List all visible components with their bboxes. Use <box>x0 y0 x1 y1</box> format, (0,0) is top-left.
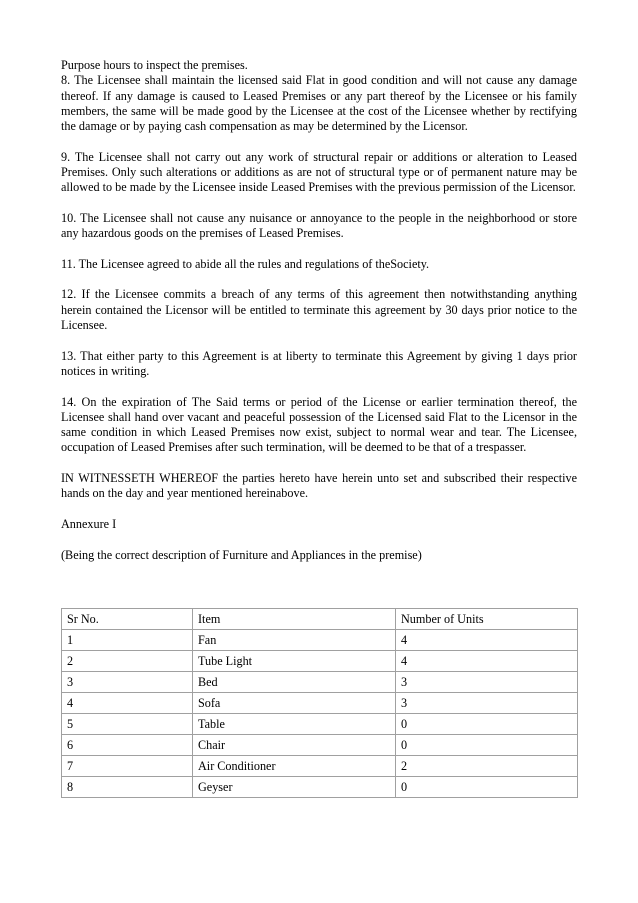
cell-item: Tube Light <box>193 651 396 672</box>
annexure-title: Annexure I <box>61 516 117 531</box>
cell-units: 3 <box>396 693 578 714</box>
table-row <box>62 714 578 735</box>
cell-item: Table <box>193 714 396 735</box>
furniture-table <box>61 608 578 798</box>
witness-clause: IN WITNESSETH WHEREOF the parties hereto have herein unto set and subscribed their respective hands on the day and year mentioned hereinabove. <box>61 471 577 501</box>
cell-units: 2 <box>396 756 578 777</box>
table-row <box>62 777 578 798</box>
table-row <box>62 630 578 651</box>
cell-item: Chair <box>193 735 396 756</box>
header-sr-no: Sr No. <box>62 609 193 630</box>
cell-sr-no: 3 <box>62 672 193 693</box>
annexure-description: (Being the correct description of Furniture and Appliances in the premise) <box>61 547 422 562</box>
clause-12: 12. If the Licensee commits a breach of any terms of this agreement then notwithstanding anything herein contained the Licensor will be entitled to terminate this agreement by 30 days prior notice to the Licensee. <box>61 287 577 333</box>
clause-9: 9. The Licensee shall not carry out any work of structural repair or additions or alteration to Leased Premises. Only such alterations or additions as are not of structural type or of permanent nature may be allowed to be made by the Licensee inside Leased Premises with the previous permission of the Licensor. <box>61 149 577 195</box>
cell-units: 4 <box>396 651 578 672</box>
cell-units: 3 <box>396 672 578 693</box>
cell-item: Bed <box>193 672 396 693</box>
table-row <box>62 693 578 714</box>
clause-10: 10. The Licensee shall not cause any nuisance or annoyance to the people in the neighborhood or store any hazardous goods on the premises of Leased Premises. <box>61 210 577 241</box>
cell-units: 4 <box>396 630 578 651</box>
clause-11: 11. The Licensee agreed to abide all the rules and regulations of theSociety. <box>61 256 430 271</box>
clause-14: 14. On the expiration of The Said terms or period of the License or earlier termination thereof, the Licensee shall hand over vacant and peaceful possession of the Licensed said Flat to the Licensor in the same condition in which Leased Premises now exist, subject to normal wear and tear. The Licensee, occupation of Leased Premises after such termination, will be deemed to be that of a trespasser. <box>61 394 577 455</box>
table-row <box>62 756 578 777</box>
table-header-row <box>62 609 578 630</box>
table-row <box>62 672 578 693</box>
cell-sr-no: 6 <box>62 735 193 756</box>
cell-sr-no: 4 <box>62 693 193 714</box>
cell-sr-no: 1 <box>62 630 193 651</box>
cell-units: 0 <box>396 714 578 735</box>
agreement-text <box>61 58 577 578</box>
header-number-of-units: Number of Units <box>396 609 578 630</box>
clause-13: 13. That either party to this Agreement is at liberty to terminate this Agreement by giving 1 days prior notices in writing. <box>61 348 577 378</box>
cell-sr-no: 8 <box>62 777 193 798</box>
cell-sr-no: 5 <box>62 714 193 735</box>
clause-8: 8. The Licensee shall maintain the licensed said Flat in good condition and will not cause any damage thereof. If any damage is caused to Leased Premises or any part thereof by the Licensee or his family members, the same will be made good by the Licensee at the cost of the Licensee whether by rectifying the damage or by paying cash compensation as may be determined by the Licensor. <box>61 73 577 134</box>
cell-units: 0 <box>396 735 578 756</box>
table-row <box>62 651 578 672</box>
table-row <box>62 735 578 756</box>
cell-sr-no: 2 <box>62 651 193 672</box>
cell-sr-no: 7 <box>62 756 193 777</box>
cell-item: Sofa <box>193 693 396 714</box>
cell-item: Fan <box>193 630 396 651</box>
cell-item: Geyser <box>193 777 396 798</box>
cell-item: Air Conditioner <box>193 756 396 777</box>
header-item: Item <box>193 609 396 630</box>
paragraph-purpose-hours: Purpose hours to inspect the premises. <box>61 58 248 72</box>
cell-units: 0 <box>396 777 578 798</box>
